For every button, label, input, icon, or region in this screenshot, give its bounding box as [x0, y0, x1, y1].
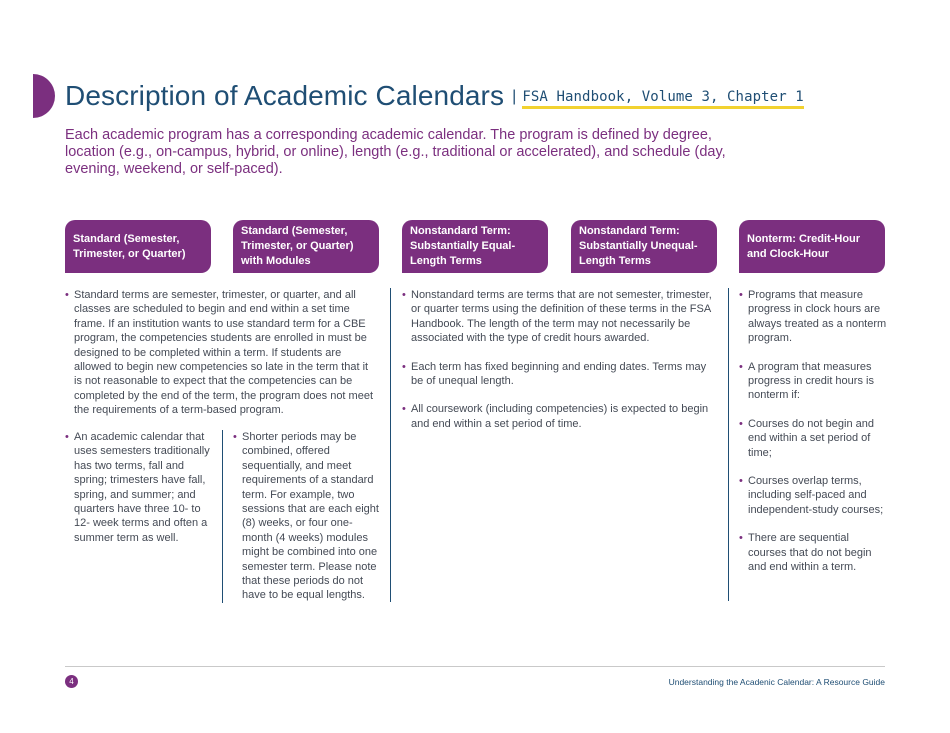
page-title-text: Description of Academic Calendars	[65, 80, 505, 111]
column-header-nonstandard-unequal	[571, 220, 717, 273]
column-divider	[390, 288, 391, 602]
title-separator: |	[512, 88, 517, 105]
list-item: • Nonstandard terms are terms that are not semester, trimester, or quarter terms using the definition of these terms in the FSA Handbook. The length of the term may not necessarily be associated with the type of credit hours awarded.	[402, 288, 720, 346]
list-item: • Programs that measure progress in clock hours are always treated as a nonterm program.	[739, 288, 889, 346]
list-item: • Each term has fixed beginning and ending dates. Terms may be of unequal length.	[402, 360, 720, 389]
column-header-nonstandard-equal	[402, 220, 548, 273]
intro-paragraph: Each academic program has a corresponding academic calendar. The program is defined by degree, location (e.g., on-campus, hybrid, or online), length (e.g., traditional or accelerated), and schedule (day, evening, weekend, or self-paced).	[65, 127, 726, 177]
handbook-reference-link[interactable]: FSA Handbook, Volume 3, Chapter 1	[522, 89, 803, 109]
column-header-standard	[65, 220, 211, 273]
footer-divider	[65, 666, 885, 667]
column-header-label: Nonterm: Credit-Hour and Clock-Hour	[747, 232, 861, 260]
page-number-badge: 4	[65, 675, 78, 688]
nonterm-text	[739, 288, 889, 589]
column-header-label: Standard (Semester, Trimester, or Quarter) with Modules	[241, 225, 354, 267]
list-item: • An academic calendar that uses semesters traditionally has two terms, fall and spring; trimesters have fall, spring, and summer; and quarters have three 10- to 12- week terms and often a summer term as well.	[65, 430, 215, 545]
column-divider	[222, 430, 223, 603]
list-item: • Standard terms are semester, trimester, or quarter, and all classes are scheduled to begin and end within a set time frame. If an institution wants to use standard term for a CBE program, the competencies students are enrolled in must be designed to be completed within a term. If students are allowed to begin new competencies so late in the term that it is not reasonable to expect that the competencies can be completed by the end of the term, the program does not meet the requirements of a term-based program.	[65, 288, 375, 418]
standard-terms-text	[65, 288, 375, 432]
column-header-standard-modules	[233, 220, 379, 273]
list-item: • Shorter periods may be combined, offered sequentially, and meet requirements of a standard term. For example, two sessions that are each eight (8) weeks, or four one-month (4 weeks) modules might be combined into one semester term. Please note that these periods do not have to be equal lengths.	[233, 430, 381, 603]
nonstandard-terms-text	[402, 288, 720, 445]
semester-calendar-text	[65, 430, 215, 559]
column-header-nonterm	[739, 220, 885, 273]
list-item: • A program that measures progress in credit hours is nonterm if:	[739, 360, 889, 403]
list-item: • There are sequential courses that do not begin and end within a term.	[739, 531, 889, 574]
modules-text	[233, 430, 381, 617]
column-divider	[728, 288, 729, 601]
column-header-label: Nonstandard Term: Substantially Equal-Length Terms	[410, 225, 516, 267]
list-item: • Courses do not begin and end within a set period of time;	[739, 417, 889, 460]
column-header-label: Nonstandard Term: Substantially Unequal-Length Terms	[579, 225, 698, 267]
footer-guide-title: Understanding the Acadenic Calendar: A Resource Guide	[668, 677, 885, 687]
page-title	[65, 80, 804, 112]
list-item: • Courses overlap terms, including self-paced and independent-study courses;	[739, 474, 889, 517]
list-item: • All coursework (including competencies) is expected to begin and end within a set period of time.	[402, 402, 720, 431]
decorative-tab-marker	[33, 74, 55, 118]
column-header-label: Standard (Semester, Trimester, or Quarter)	[73, 232, 186, 260]
